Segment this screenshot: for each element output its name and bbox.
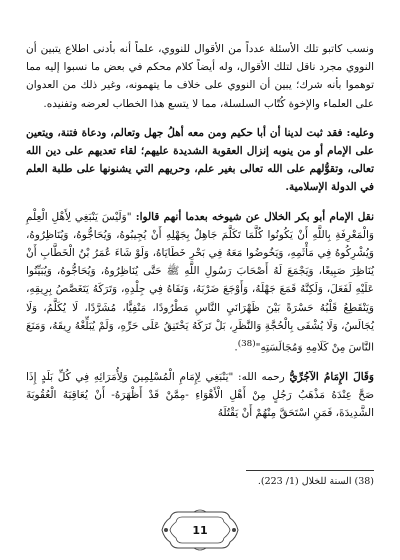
footnote-ref-38: (38) xyxy=(237,339,256,350)
paragraph-1 xyxy=(26,40,374,113)
footnote-divider xyxy=(246,470,374,471)
paragraph-4 xyxy=(26,368,374,423)
footnote: (38) السنة للخلال (1/ 223). xyxy=(257,476,374,487)
paragraph-1-text: ونسب كاتبو تلك الأسئلة عدداً من الأقوال للنووي، علماً أنه بأدنى اطلاع يتبين أن النووي مجرد ناقل لتلك الأقوال، وله أيضاً كلام محكم في بعض ما نسبوا إليه مما توهموا بأنه شرك؛ يبين أن النووي على خلاف ما يتهمونه، وغير ذلك من العدوان على العلماء والإخوة كُتّاب السلسلة، مما لا يتسع هذا الخطاب لعرضه وتفنيده. xyxy=(26,43,374,110)
paragraph-2-lead: وعليه: xyxy=(342,126,374,139)
paragraph-3-quote: "وَلَيْسَ يَنْبَغِي لِأَهْلِ الْعِلْمِ وَالْمَعْرِفَةِ بِاللَّهِ أَنْ يَكُونُوا كُلَّمَا تَكَلَّمَ جَاهِلٌ بِجَهْلِهِ أَنْ يُجِيبُوهُ، وَيُحَاجُّوهُ، وَيُنَاظِرُوهُ، وَيُشْرِكُوهُ فِي مَأْثَمِهِ، وَيَخُوضُوا مَعَهُ فِي بَحْرِ خَطَايَاهُ، وَلَوْ شَاءَ عُمَرُ بْنُ الْخَطَّابِ أَنْ يُنَاظِرَ صَبِيغًا، وَيَجْمَعَ لَهُ أَصْحَابَ رَسُولِ اللَّهِ ﷺ حَتَّى يُنَاظِرُوهُ، وَيُحَاجُّوهُ، وَيُبَيِّنُوا عَلَيْهِ لَفَعَلَ، وَلَكِنَّهُ قَمَعَ جَهْلَهُ، وَأَوْجَعَ ضَرْبَهُ، وَنَفَاهُ فِي جِلْدِهِ، وَتَرَكَهُ يَتَغَصَّصُ بِرِيقِهِ، وَيَنْقَطِعُ قَلْبُهُ حَسْرَةً بَيْنَ ظَهْرَانَيِ النَّاسِ مَطْرُودًا، مَنْفِيًّا، مُشَرَّدًا، لَا يُكَلَّمُ، وَلَا يُجَالَسُ، وَلَا يُشْفَى بِالْحُجَّةِ وَالنَّظَرِ، بَلْ تَرَكَهُ يَخْتَنِقُ عَلَى حَرِّهِ، وَلَمْ يُبَلِّغْهُ رِيقَهُ، وَمَنَعَ النَّاسَ مِنْ كَلَامِهِ وَمُجَالَسَتِهِ" xyxy=(26,210,374,354)
paragraph-2-text: فقد ثبت لدينا أن أبا حكيم ومن معه أهلُ جهل وتعالم، ودعاة فتنة، ويتعين على الإمام أو من ينوبه إنزال العقوبة الشديدة عليهم؛ لقاء تعديهم على دين الله تعالى، وتقوُّلهم على الله تعالى بغير علم، وحريهم التي يشنونها على طلبة العلم في الدولة الإسلامية. xyxy=(26,126,374,194)
paragraph-4-lead: وَقَالَ الإِمَامُ الآجُرِّيُّ xyxy=(289,370,374,383)
paragraph-4-quote: "يَنْبَغِي لِإِمَامِ الْمُسْلِمِينَ وَلِأُمَرَائِهِ فِي كُلِّ بَلَدٍ إِذَا صَحَّ عِنْدَهُ مَذْهَبُ رَجُلٍ مِنْ أَهْلِ الْأَهْوَاءِ -مِمَّنْ قَدْ أَظْهَرَهُ- أَنْ يُعَاقِبَهُ الْعُقُوبَةَ الشَّدِيدَةَ، فَمَنِ اسْتَحَقَّ مِنْهُمْ أَنْ يَقْتُلَهُ xyxy=(26,370,374,420)
paragraph-3: نقل الإمام أبو بكر الخلال عن شيوخه بعدما أنهم قالوا: "وَلَيْسَ يَنْبَغِي لِأَهْلِ الْعِلْمِ وَالْمَعْرِفَةِ بِاللَّهِ أَنْ يَكُونُوا كُلَّمَا تَكَلَّمَ جَاهِلٌ بِجَهْلِهِ أَنْ يُجِيبُوهُ، وَيُحَاجُّوهُ، وَيُنَاظِرُوهُ، وَيُشْرِكُوهُ فِي مَأْثَمِهِ، وَيَخُوضُوا مَعَهُ فِي بَحْرِ خَطَايَاهُ، وَلَوْ شَاءَ عُمَرُ بْنُ الْخَطَّابِ أَنْ يُنَاظِرَ صَبِيغًا، وَيَجْمَعَ لَهُ أَصْحَابَ رَسُولِ اللَّهِ ﷺ حَتَّى يُنَاظِرُوهُ، وَيُحَاجُّوهُ، وَيُبَيِّنُوا عَلَيْهِ لَفَعَلَ، وَلَكِنَّهُ قَمَعَ جَهْلَهُ، وَأَوْجَعَ ضَرْبَهُ، وَنَفَاهُ فِي جِلْدِهِ، وَتَرَكَهُ يَتَغَصَّصُ بِرِيقِهِ، وَيَنْقَطِعُ قَلْبُهُ حَسْرَةً بَيْنَ ظَهْرَانَيِ النَّاسِ مَطْرُودًا، مَنْفِيًّا، مُشَرَّدًا، لَا يُكَلَّمُ، وَلَا يُجَالَسُ، وَلَا يُشْفَى بِالْحُجَّةِ وَالنَّظَرِ، بَلْ تَرَكَهُ يَخْتَنِقُ عَلَى حَرِّهِ، وَلَمْ يُبَلِّغْهُ رِيقَهُ، وَمَنَعَ النَّاسَ مِنْ كَلَامِهِ وَمُجَالَسَتِهِ"$^{(38)}$. xyxy=(26,210,374,354)
paragraph-4-honorific: رحمه الله: xyxy=(233,370,290,383)
paragraph-2 xyxy=(26,124,374,197)
paragraph-3-lead: نقل الإمام أبو بكر الخلال عن شيوخه بعدما أنهم قالوا: xyxy=(131,210,374,223)
page-number: 11 xyxy=(192,523,208,537)
